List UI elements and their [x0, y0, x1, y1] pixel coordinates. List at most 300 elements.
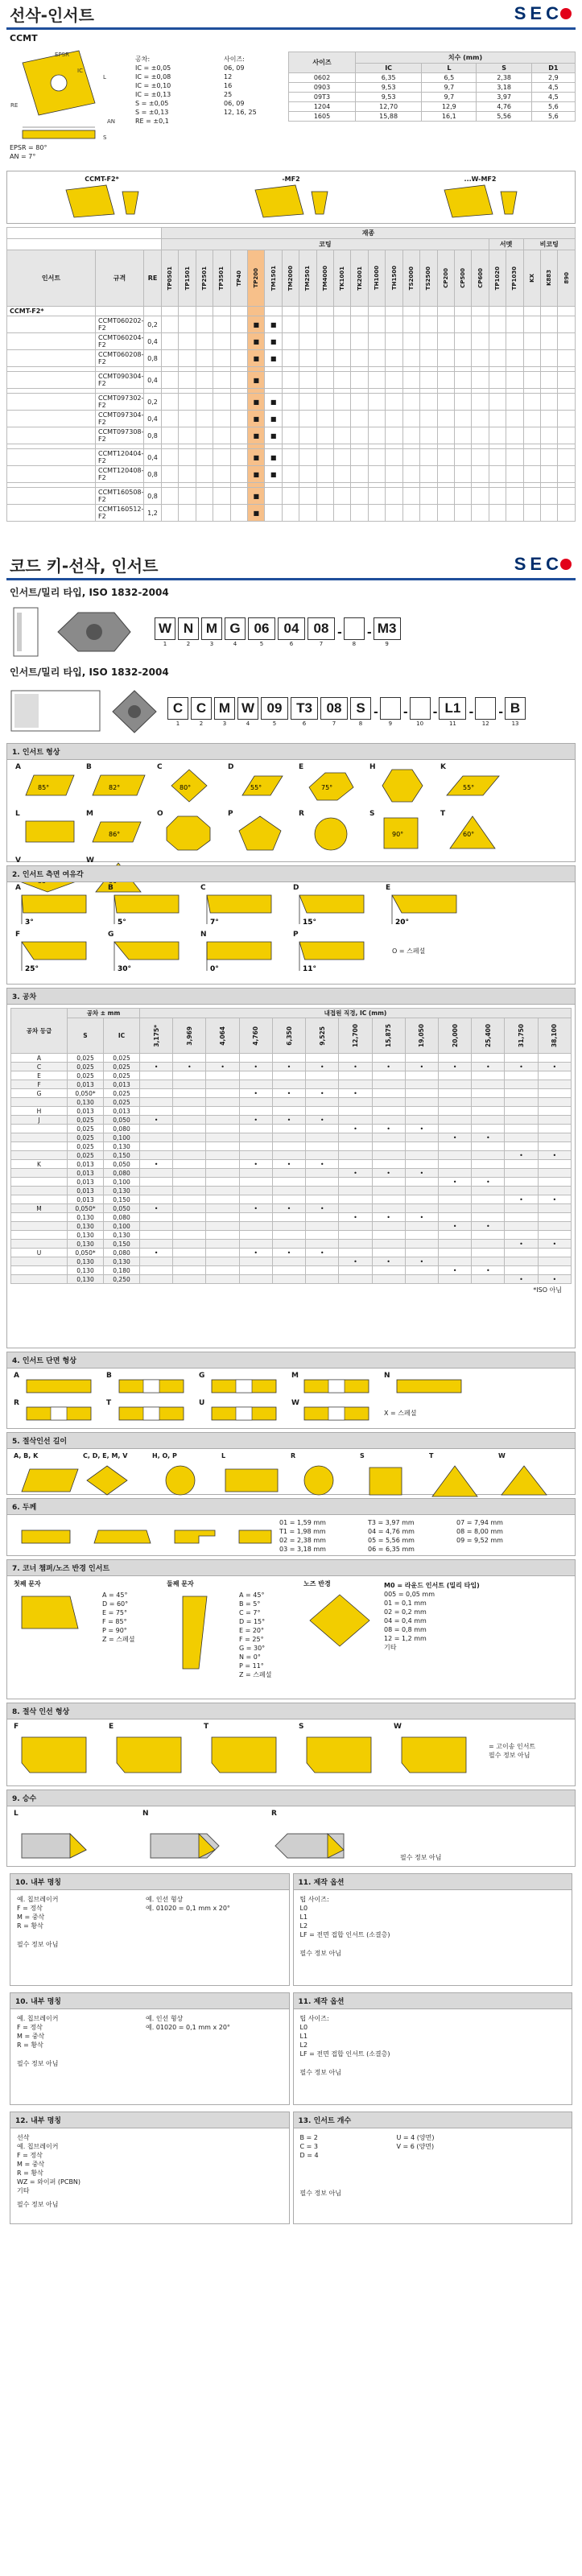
tol-s: 0,130 [68, 1275, 104, 1284]
tol-ic: 0,130 [104, 1257, 140, 1266]
tol-mark [538, 1142, 571, 1151]
grade-name-text: TS2500 [425, 266, 432, 291]
tol-mark [339, 1080, 372, 1089]
grade-mark [368, 333, 385, 350]
dim-cell: 5,6 [531, 112, 575, 122]
shape-cell [368, 763, 439, 810]
empty [523, 307, 540, 316]
grade-name [506, 250, 523, 307]
empty [248, 307, 265, 316]
tol-mark [472, 1080, 505, 1089]
grade-name-text: CP600 [477, 268, 484, 288]
tol-grade [11, 1266, 68, 1275]
grade-mark [213, 411, 230, 427]
grade-mark [489, 449, 506, 466]
diameter-text: 19,050 [418, 1024, 426, 1047]
s13-note: 필수 정보 아님 [299, 2190, 341, 2197]
tol-mark [206, 1107, 239, 1116]
edge-prep-cell [14, 1723, 109, 1781]
grade-mark [351, 466, 368, 483]
grade-blank [7, 228, 162, 239]
grade-mark: ■ [265, 466, 282, 483]
tol-mark [505, 1080, 538, 1089]
grade-mark [282, 505, 299, 522]
insert-shape-h [368, 763, 439, 810]
grade-mark [299, 488, 316, 505]
grade-mark [282, 333, 299, 350]
grade-mark [523, 505, 540, 522]
designation-item: 예. 01020 = 0,1 mm x 20° [146, 1905, 230, 1912]
code-box [214, 697, 235, 727]
cross-section-r [23, 1401, 104, 1425]
section-8 [6, 1703, 576, 1786]
grade-head: 공차 등급 [11, 1009, 68, 1054]
grade-subgroup-head: 코팅 [162, 239, 489, 250]
tol-ic: 0,130 [104, 1231, 140, 1240]
grade-mark [506, 350, 523, 367]
clearance-angle: 7° [210, 919, 219, 927]
designation-item: M = 중삭 [17, 2033, 45, 2040]
grade-mark [230, 488, 247, 505]
grade-mark [437, 411, 454, 427]
grade-name [420, 250, 437, 307]
grade-name [213, 250, 230, 307]
grade-mark [489, 316, 506, 333]
grade-mark [162, 427, 179, 444]
tol-mark: • [505, 1151, 538, 1160]
code-box [374, 617, 401, 647]
tol-mark: • [306, 1063, 339, 1071]
grade-mark [402, 466, 419, 483]
grade-mark [162, 372, 179, 389]
dim-cell: 9,7 [422, 93, 477, 102]
variant-box [6, 171, 576, 224]
codekey1-row [0, 604, 582, 660]
spec-cell: CCMT160508-F2 [96, 488, 144, 505]
option-item: 팁 사이즈: [299, 2015, 329, 2022]
tol-s: 0,130 [68, 1231, 104, 1240]
tol-mark [505, 1160, 538, 1169]
tol-mark [339, 1071, 372, 1080]
code-box [278, 617, 305, 647]
grade-name-text: TM1501 [270, 265, 277, 291]
grade-mark [282, 350, 299, 367]
section-7-title: 7. 코너 챔퍼/노즈 반경 인서트 [7, 1560, 575, 1576]
dim-cell: 0903 [289, 83, 356, 93]
code-number: 9 [388, 720, 393, 727]
grade-mark [213, 505, 230, 522]
edge-prep-letter: T [204, 1723, 209, 1731]
designation-item: F = 정삭 [17, 2152, 43, 2159]
tol-mark [472, 1213, 505, 1222]
shape-cell [226, 810, 297, 857]
insert-shape-m [85, 810, 155, 857]
section-shape [291, 1372, 384, 1399]
code-box [380, 697, 401, 727]
tol-mark [505, 1187, 538, 1195]
grade-name [265, 250, 282, 307]
clearance-angle: 11° [303, 965, 317, 973]
tol-mark [206, 1187, 239, 1195]
grade-mark [489, 488, 506, 505]
tol-mark [272, 1098, 305, 1107]
tol-mark [206, 1071, 239, 1080]
tol-mark [306, 1125, 339, 1133]
tol-mark [339, 1275, 372, 1284]
tol-mark [538, 1169, 571, 1178]
grade-mark [162, 505, 179, 522]
code-dash: - [402, 705, 408, 719]
insert-shape-c [155, 763, 226, 810]
grade-mark [282, 394, 299, 411]
hand-cell [14, 1810, 142, 1868]
grade-mark [213, 427, 230, 444]
tol-mark [272, 1178, 305, 1187]
grade-mark [558, 333, 576, 350]
tol-s: 0,025 [68, 1142, 104, 1151]
grade-mark [351, 350, 368, 367]
grade-mark [351, 449, 368, 466]
shape-letter: W [86, 857, 94, 865]
tol-mark [206, 1266, 239, 1275]
code-number: 7 [319, 640, 324, 647]
tol-mark: • [306, 1204, 339, 1213]
tol-mark [372, 1089, 405, 1098]
round-note: M0 = 라운드 인서트 (밀리 타입) [384, 1582, 480, 1589]
grade-mark [558, 350, 576, 367]
tol-mark [239, 1142, 272, 1151]
hand-letter: R [271, 1810, 277, 1818]
tol-mark [405, 1187, 438, 1195]
tol-mark [272, 1080, 305, 1089]
dim-cell: 2,9 [531, 73, 575, 83]
grade-mark [506, 449, 523, 466]
tol-ic: 0,025 [104, 1063, 140, 1071]
tol-s: 0,013 [68, 1080, 104, 1089]
code-dash: - [374, 705, 378, 719]
re-cell: 0,4 [144, 449, 162, 466]
grade-mark [334, 488, 351, 505]
variant-3: ...W-MF2 [436, 175, 525, 222]
grade-mark [386, 449, 402, 466]
dim-cell: 6,35 [356, 73, 422, 83]
section-letter: T [106, 1399, 112, 1407]
edge-length-label: S [360, 1452, 365, 1459]
tol-mark [206, 1054, 239, 1063]
tol-mark [173, 1222, 206, 1231]
tolerance-item: IC = ±0,13 [135, 91, 171, 98]
tol-mark [372, 1107, 405, 1116]
grade-mark: ■ [248, 316, 265, 333]
designation-item: 기타 [17, 2187, 30, 2194]
grade-name [316, 250, 333, 307]
tol-mark: • [306, 1160, 339, 1169]
tol-ic: 0,013 [104, 1080, 140, 1089]
code-number: 4 [233, 640, 237, 647]
nose-radius-head: 노즈 반경 [303, 1580, 331, 1587]
code-value: 08 [320, 697, 348, 720]
grade-mark [351, 427, 368, 444]
edge-length-diagram [498, 1459, 566, 1498]
second-letter-item: C = 7° [239, 1609, 261, 1616]
tol-mark [538, 1222, 571, 1231]
tol-mark: • [372, 1213, 405, 1222]
grade-name-text: TH1000 [374, 266, 381, 291]
diameter-text: 6,350 [285, 1026, 293, 1046]
tolerance-table [10, 1008, 572, 1284]
grade-mark [230, 372, 247, 389]
tol-mark [538, 1257, 571, 1266]
tol-mark [306, 1133, 339, 1142]
tol-grade [11, 1231, 68, 1240]
tol-grade: H [11, 1107, 68, 1116]
code-box [344, 617, 365, 647]
grade-mark: ■ [248, 488, 265, 505]
designation-item: M = 중삭 [17, 1913, 45, 1921]
code-value: C [167, 697, 188, 720]
tol-mark [306, 1222, 339, 1231]
shape-angle: 86° [109, 831, 121, 838]
ccmt-block [6, 47, 576, 167]
edge-length-label: H, O, P [152, 1452, 177, 1459]
tol-row [11, 1142, 572, 1151]
grade-mark [506, 427, 523, 444]
tol-mark: • [438, 1266, 471, 1275]
edge-length-diagram [14, 1459, 81, 1498]
tol-mark [239, 1213, 272, 1222]
tol-mark [339, 1266, 372, 1275]
diameter-text: 9,525 [318, 1026, 326, 1046]
re-cell: 1,2 [144, 505, 162, 522]
tol-mark [140, 1266, 173, 1275]
option-item: 팁 사이즈: [299, 1896, 329, 1903]
grade-name-text: TK1001 [339, 266, 346, 291]
s10b-note: 필수 정보 아님 [17, 2060, 59, 2067]
grade-mark [179, 333, 196, 350]
grade-name [402, 250, 419, 307]
grade-mark [489, 411, 506, 427]
tol-mark [438, 1142, 471, 1151]
grade-mark [282, 488, 299, 505]
grade-mark [196, 505, 213, 522]
empty [179, 307, 196, 316]
section-letter: W [291, 1399, 299, 1407]
section-7 [6, 1559, 576, 1699]
tol-mark [339, 1160, 372, 1169]
tol-s: 0,050* [68, 1249, 104, 1257]
grade-mark [316, 466, 333, 483]
grade-mark: ■ [265, 316, 282, 333]
edge-length-diagram [152, 1459, 220, 1498]
tol-mark [438, 1187, 471, 1195]
tolerance-item: IC = ±0,10 [135, 82, 171, 89]
tol-mark: • [505, 1275, 538, 1284]
clearance-diagram [14, 884, 106, 931]
grade-mark [437, 350, 454, 367]
tol-mark [272, 1133, 305, 1142]
grade-mark [454, 488, 471, 505]
grade-mark [506, 394, 523, 411]
tol-row [11, 1071, 572, 1080]
tol-mark [438, 1107, 471, 1116]
tol-s: 0,025 [68, 1063, 104, 1071]
grade-mark [179, 427, 196, 444]
grade-mark: ■ [248, 333, 265, 350]
grade-name [299, 250, 316, 307]
grade-name [489, 250, 506, 307]
tol-mark [339, 1249, 372, 1257]
empty [7, 333, 96, 350]
tol-mark [140, 1125, 173, 1133]
tol-mark [405, 1071, 438, 1080]
insert-shape-d [226, 763, 297, 810]
section-11a-title: 11. 제작 옵션 [294, 1874, 572, 1890]
option-item: LF = 전면 접합 인서트 (소결층) [299, 1931, 390, 1938]
tol-s: 0,013 [68, 1195, 104, 1204]
section-2 [6, 865, 576, 985]
tol-grade [11, 1195, 68, 1204]
diameter-text: 20,000 [451, 1024, 459, 1047]
designation-item: R = 황삭 [17, 2041, 43, 2049]
tol-s: 0,025 [68, 1151, 104, 1160]
tol-mark [206, 1178, 239, 1187]
edge-length-label: T [429, 1452, 434, 1459]
edge-length-diagram [221, 1459, 289, 1498]
grade-name-text: TP3501 [218, 266, 225, 291]
dim-row [289, 73, 576, 83]
tol-mark [239, 1169, 272, 1178]
tol-mark [538, 1249, 571, 1257]
code-dash: - [337, 625, 342, 639]
grade-mark [454, 505, 471, 522]
shape-letter: T [440, 810, 446, 818]
clearance-cell [199, 931, 291, 977]
thickness-item: 02 = 2,38 mm [279, 1537, 326, 1544]
section-9 [6, 1790, 576, 1867]
first-letter-item: F = 85° [102, 1618, 127, 1625]
grade-name-text: TH1500 [390, 266, 398, 291]
empty [540, 307, 557, 316]
empty [7, 427, 96, 444]
tol-s: 0,130 [68, 1257, 104, 1266]
empty [351, 307, 368, 316]
tol-mark [538, 1089, 571, 1098]
insert-shape-a [14, 763, 85, 810]
clearance-cell [199, 884, 291, 931]
grade-mark [179, 488, 196, 505]
dim-cell: 1204 [289, 102, 356, 112]
tol-ic: 0,150 [104, 1240, 140, 1249]
tol-row [11, 1107, 572, 1116]
tol-mark [272, 1231, 305, 1240]
second-letter-item: Z = 스페셜 [239, 1671, 272, 1678]
clearance-letter: P [293, 931, 299, 939]
section-1-title: 1. 인서트 형상 [7, 744, 575, 760]
tol-mark [405, 1133, 438, 1142]
clearance-cell [106, 884, 199, 931]
tol-grade: C [11, 1063, 68, 1071]
section-letter: A [14, 1372, 19, 1380]
grade-mark [558, 411, 576, 427]
second-letter-item: G = 30° [239, 1645, 266, 1652]
tol-row [11, 1187, 572, 1195]
grade-name [386, 250, 402, 307]
section-1 [6, 743, 576, 865]
dim-col-head: D1 [531, 64, 575, 73]
first-letter-head: 첫째 문자 [14, 1580, 41, 1587]
diameter-value [339, 1018, 372, 1054]
edge-prep-diagram [394, 1731, 482, 1779]
grade-mark [316, 411, 333, 427]
tol-grade [11, 1275, 68, 1284]
designation-item: WZ = 와이퍼 (PCBN) [17, 2178, 81, 2186]
designation-item: 예. 인선 형상 [146, 2015, 184, 2022]
code-number: 11 [448, 720, 456, 727]
tol-mark [173, 1195, 206, 1204]
second-letter-item: N = 0° [239, 1653, 261, 1661]
grade-mark [230, 411, 247, 427]
tol-mark [206, 1116, 239, 1125]
insert-shape-t [439, 810, 510, 857]
grade-mark [334, 394, 351, 411]
tol-grade [11, 1213, 68, 1222]
clearance-angle: 3° [25, 919, 34, 927]
empty [334, 307, 351, 316]
grade-mark [558, 449, 576, 466]
grade-mark [386, 372, 402, 389]
tol-mark [472, 1187, 505, 1195]
tol-mark: • [239, 1116, 272, 1125]
grade-mark [402, 488, 419, 505]
tol-mark [173, 1125, 206, 1133]
tol-mark [339, 1133, 372, 1142]
grade-mark [179, 449, 196, 466]
spec-cell: CCMT097302-F2 [96, 394, 144, 411]
tol-s: 0,013 [68, 1187, 104, 1195]
grade-mark [454, 350, 471, 367]
tol-s: 0,013 [68, 1169, 104, 1178]
grade-mark [213, 372, 230, 389]
dim-cell: 9,53 [356, 83, 422, 93]
insert-shape-l [14, 810, 85, 857]
grade-mark [299, 372, 316, 389]
tol-s: 0,013 [68, 1107, 104, 1116]
grade-mark [506, 466, 523, 483]
grade-mark [230, 394, 247, 411]
shape-letter: V [15, 857, 21, 865]
dim-cell: 12,9 [422, 102, 477, 112]
code-number: 1 [163, 640, 167, 647]
tol-mark [173, 1142, 206, 1151]
section-8-title: 8. 절삭 인선 형상 [7, 1703, 575, 1719]
grade-mark [386, 466, 402, 483]
tol-mark [372, 1054, 405, 1063]
code-value [475, 697, 496, 720]
empty [230, 307, 247, 316]
empty [7, 488, 96, 505]
grade-mark [472, 466, 489, 483]
section-letter: R [14, 1399, 19, 1407]
grade-mark [472, 333, 489, 350]
designation-item: 예. 인선 형상 [146, 1896, 184, 1903]
grade-mark [420, 411, 437, 427]
grade-mark [316, 394, 333, 411]
grade-mark [351, 394, 368, 411]
grade-mark [523, 394, 540, 411]
section-9-title: 9. 승수 [7, 1790, 575, 1806]
shape-cell [297, 763, 368, 810]
second-letter-item: P = 11° [239, 1662, 264, 1670]
